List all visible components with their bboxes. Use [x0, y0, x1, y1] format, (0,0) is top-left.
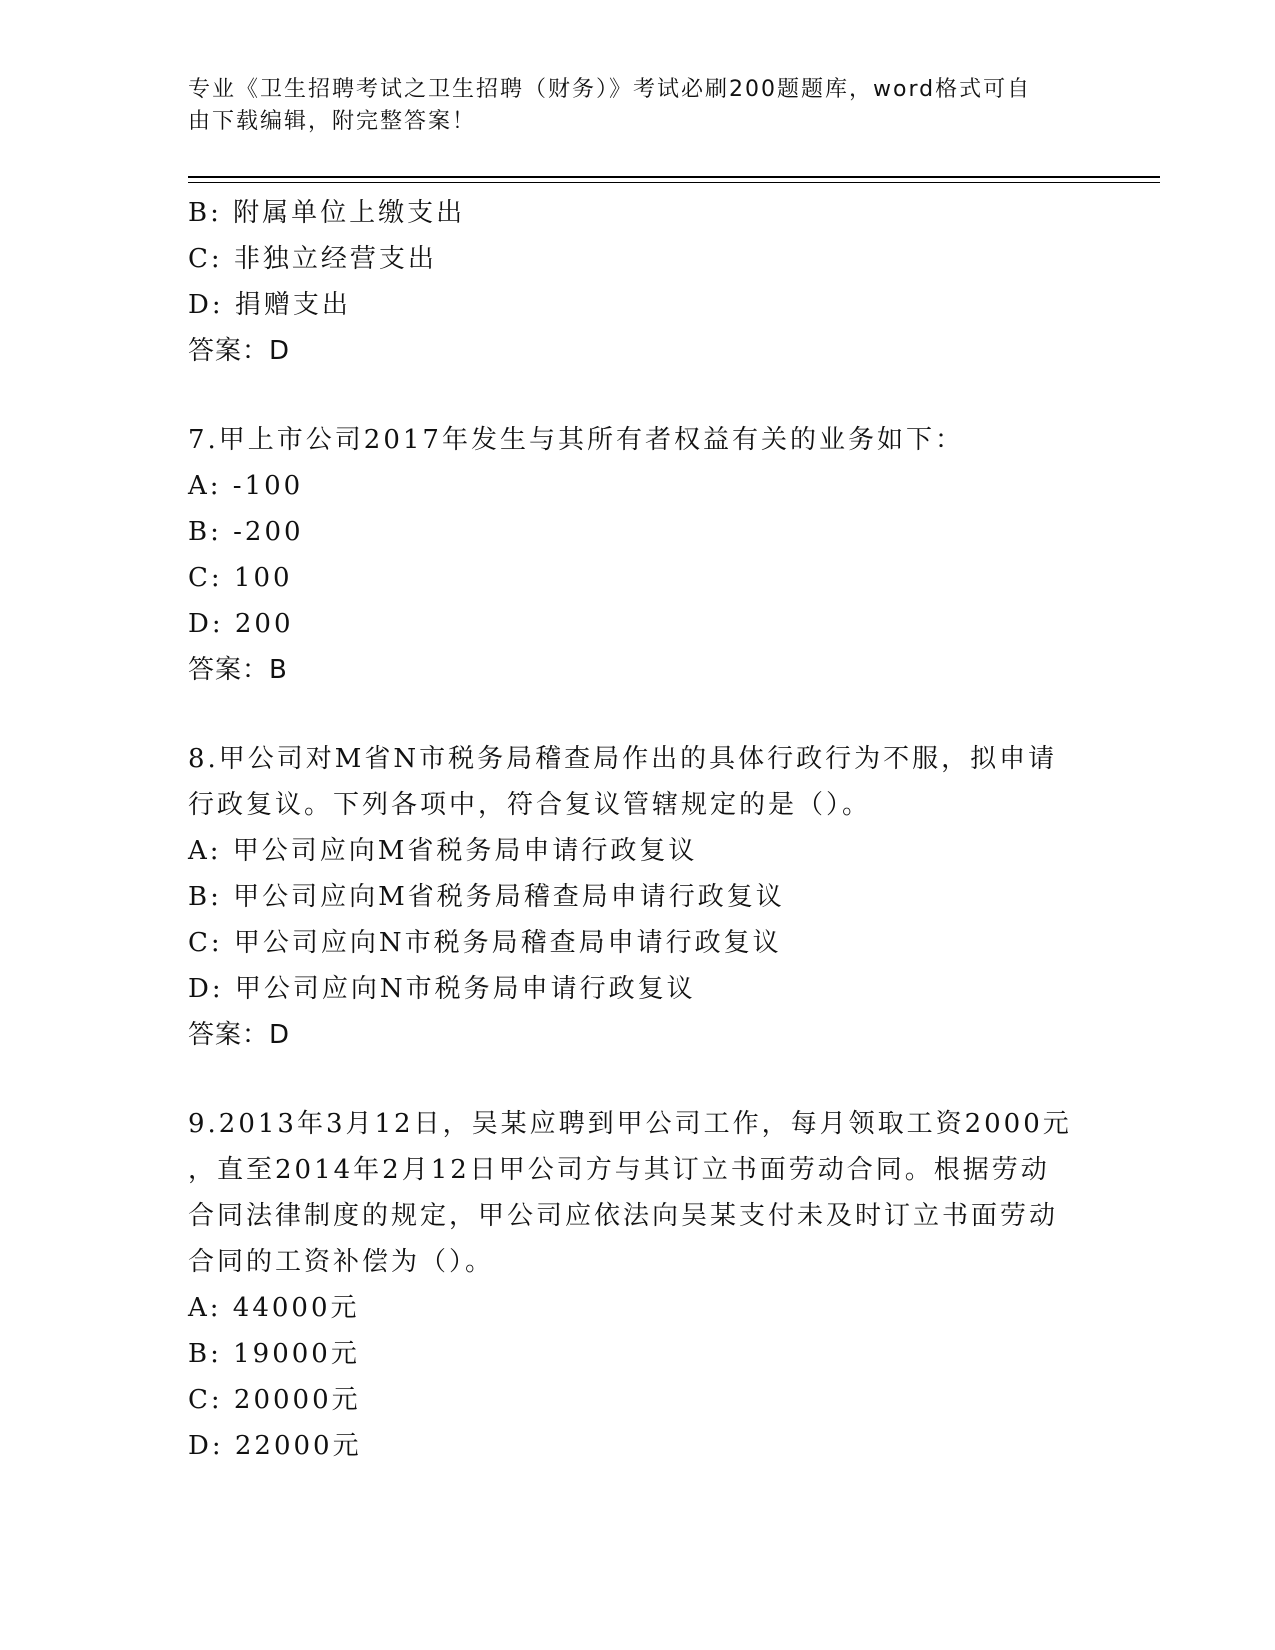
q9-option-c: C: 20000元 — [188, 1385, 361, 1415]
q7-stem: 7.甲上市公司2017年发生与其所有者权益有关的业务如下： — [188, 425, 964, 455]
q9-stem-line-3: 合同法律制度的规定，甲公司应依法向吴某支付未及时订立书面劳动 — [188, 1201, 1059, 1231]
q7-answer: 答案：B — [188, 655, 288, 685]
q8-stem-line-2: 行政复议。下列各项中，符合复议管辖规定的是（）。 — [188, 790, 872, 820]
q9-stem-line-1: 9.2013年3月12日，吴某应聘到甲公司工作，每月领取工资2000元 — [188, 1109, 1072, 1139]
q8-option-d: D: 甲公司应向N市税务局申请行政复议 — [188, 974, 696, 1004]
q8-stem-line-1: 8.甲公司对M省N市税务局稽查局作出的具体行政行为不服，拟申请 — [188, 744, 1058, 774]
header-line-2: 由下载编辑，附完整答案！ — [188, 109, 477, 134]
q9-stem-line-2: ，直至2014年2月12日甲公司方与其订立书面劳动合同。根据劳动 — [188, 1155, 1050, 1185]
question-7 — [188, 417, 1088, 693]
header-divider-thick — [188, 176, 1160, 178]
q6-option-c: C: 非独立经营支出 — [188, 244, 437, 274]
q9-option-d: D: 22000元 — [188, 1431, 362, 1461]
q6-option-b: B: 附属单位上缴支出 — [188, 198, 466, 228]
question-content — [188, 190, 1088, 1469]
q6-option-d: D: 捐赠支出 — [188, 290, 351, 320]
header-line-1: 专业《卫生招聘考试之卫生招聘（财务）》考试必刷200题题库，word格式可自 — [188, 77, 1032, 102]
q7-option-b: B: -200 — [188, 517, 304, 547]
question-8 — [188, 736, 1088, 1058]
q7-option-a: A: -100 — [188, 471, 304, 501]
q8-answer: 答案：D — [188, 1020, 291, 1050]
q9-stem-line-4: 合同的工资补偿为（）。 — [188, 1247, 495, 1277]
q9-option-b: B: 19000元 — [188, 1339, 360, 1369]
question-6-tail — [188, 190, 1088, 374]
q8-option-b: B: 甲公司应向M省税务局稽查局申请行政复议 — [188, 882, 785, 912]
q7-option-c: C: 100 — [188, 563, 293, 593]
document-header — [188, 74, 1058, 138]
q6-answer: 答案：D — [188, 336, 291, 366]
q8-option-a: A: 甲公司应向M省税务局申请行政复议 — [188, 836, 698, 866]
q9-option-a: A: 44000元 — [188, 1293, 360, 1323]
q7-option-d: D: 200 — [188, 609, 294, 639]
question-9 — [188, 1101, 1088, 1469]
header-divider-thin — [188, 182, 1160, 183]
q8-option-c: C: 甲公司应向N市税务局稽查局申请行政复议 — [188, 928, 782, 958]
